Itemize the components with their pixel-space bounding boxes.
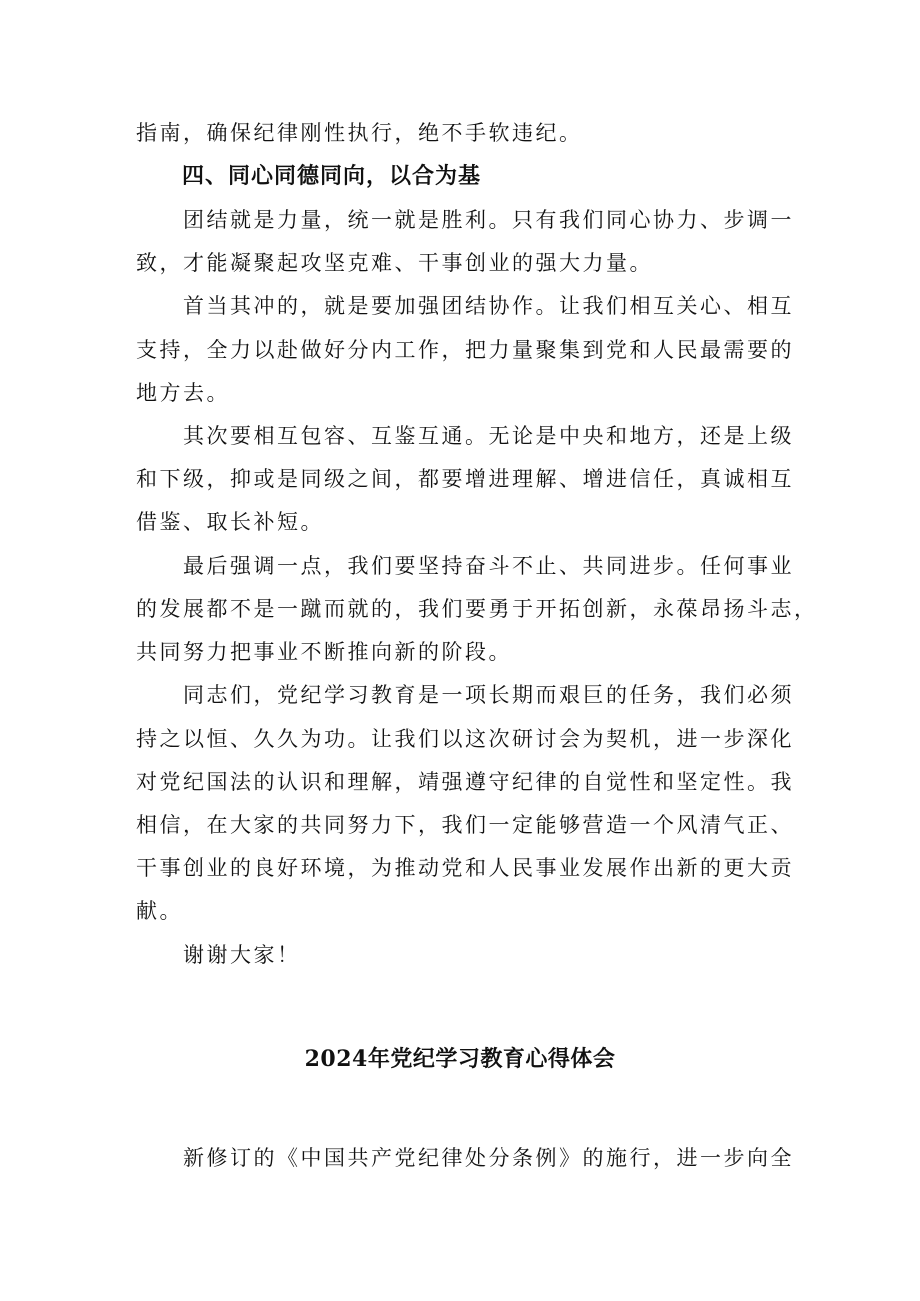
paragraph-line: 谢谢大家！ (183, 943, 301, 967)
paragraph-line: 同志们，党纪学习教育是一项长期而艰巨的任务，我们必须 (183, 683, 794, 707)
paragraph-line: 对党纪国法的认识和理解，靖强遵守纪律的自觉性和坚定性。我 (136, 770, 794, 794)
paragraph-line: 借鉴、取长补短。 (136, 510, 324, 534)
paragraph-line: 首当其冲的，就是要加强团结协作。让我们相互关心、相互 (183, 294, 794, 318)
paragraph-line: 最后强调一点，我们要坚持奋斗不止、共同进步。任何事业 (183, 554, 794, 578)
paragraph-line: 支持，全力以赴做好分内工作，把力量聚集到党和人民最需要的 (136, 338, 794, 362)
article-title: 2024年党纪学习教育心得体会 (304, 1046, 616, 1072)
paragraph-line: 地方去。 (136, 381, 230, 405)
paragraph-line: 新修订的《中国共产党纪律处分条例》的施行，进一步向全 (183, 1146, 794, 1170)
paragraph-line: 致，才能凝聚起攻坚克难、干事创业的强大力量。 (136, 251, 653, 275)
paragraph-line: 干事创业的良好环境，为推动党和人民事业发展作出新的更大贡 (136, 856, 794, 880)
paragraph-line: 持之以恒、久久为功。让我们以这次研讨会为契机，进一步深化 (136, 727, 794, 751)
paragraph-line: 其次要相互包容、互鉴互通。无论是中央和地方，还是上级 (183, 424, 794, 448)
paragraph-line: 和下级，抑或是同级之间，都要增进理解、增进信任，真诚相互 (136, 467, 794, 491)
paragraph-line: 献。 (136, 899, 183, 923)
section-heading-four: 四、同心同德同向，以合为基 (182, 164, 482, 189)
paragraph-line: 共同努力把事业不断推向新的阶段。 (136, 640, 512, 664)
paragraph-line: 的发展都不是一蹴而就的，我们要勇于开拓创新，永葆昂扬斗志， (136, 597, 818, 621)
paragraph-line: 相信，在大家的共同努力下，我们一定能够营造一个风清气正、 (136, 813, 794, 837)
paragraph-line: 团结就是力量，统一就是胜利。只有我们同心协力、步调一 (183, 208, 794, 232)
paragraph-line: 指南，确保纪律刚性执行，绝不手软违纪。 (136, 121, 583, 145)
